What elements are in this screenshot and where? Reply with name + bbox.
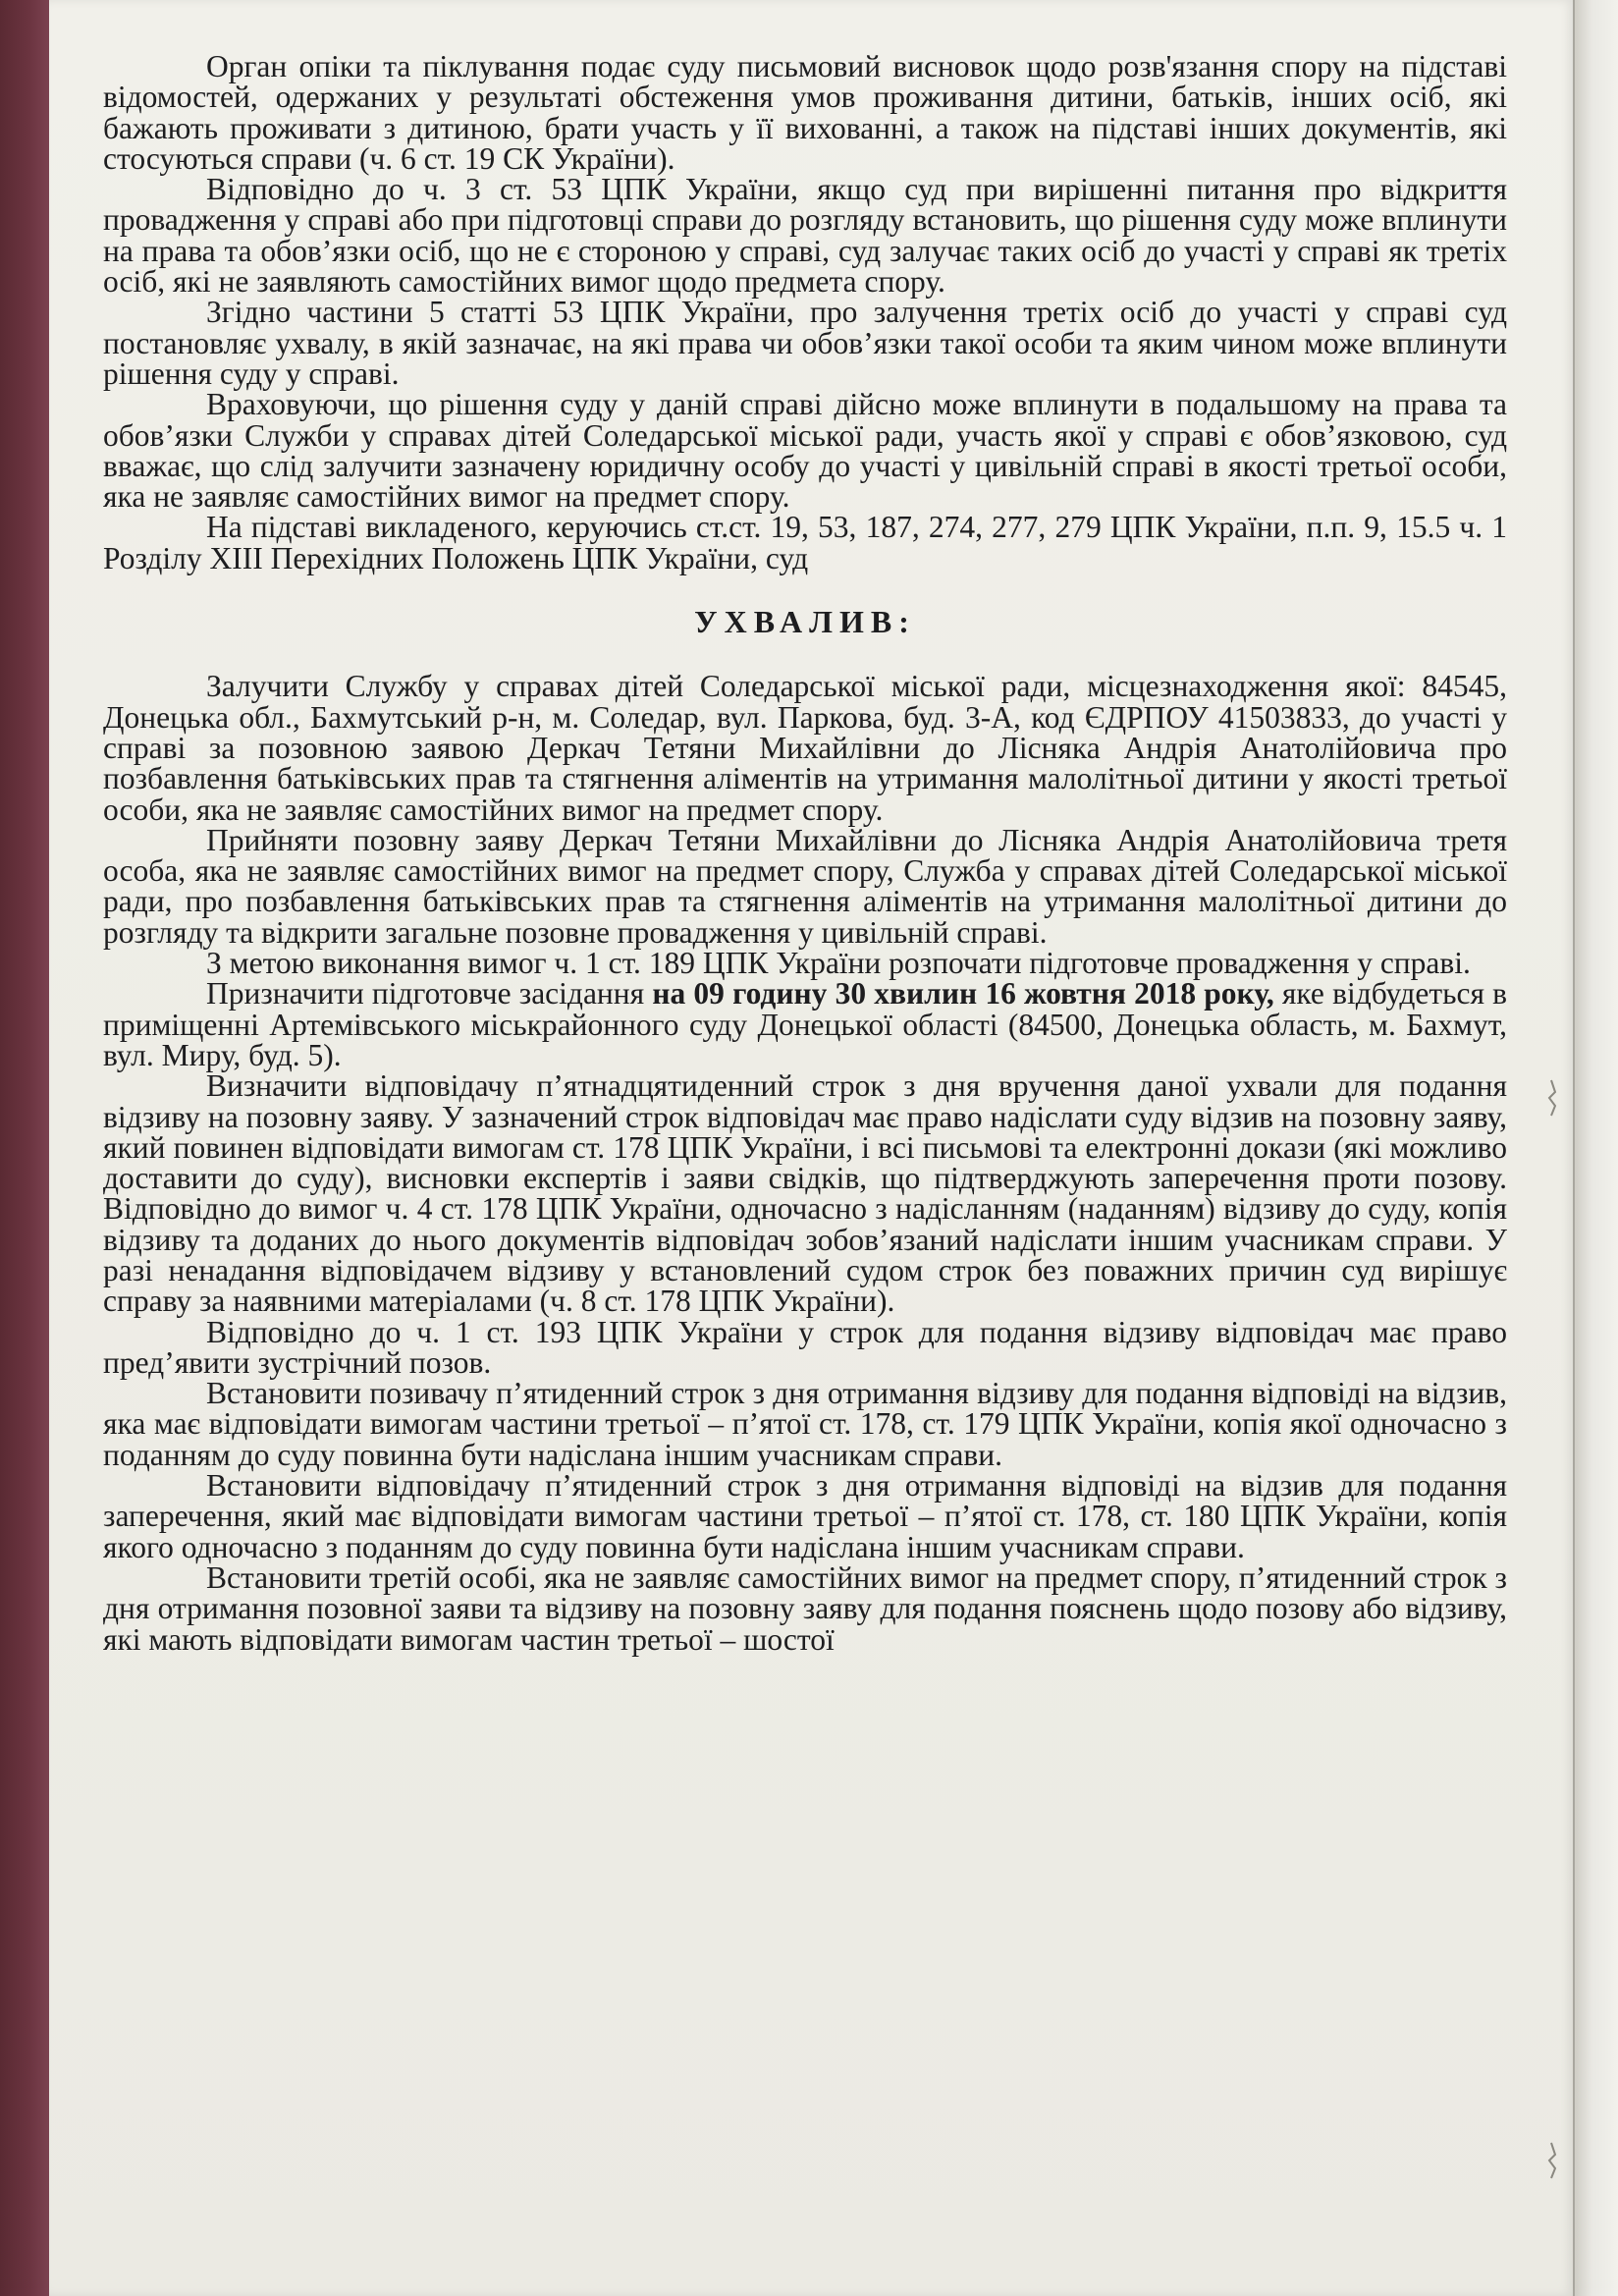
paragraph: На підставі викладеного, керуючись ст.ст. 19, 53, 187, 274, 277, 279 ЦПК України, п.п. 9, 15.5 ч. 1 Розділу ХІІІ Перехідних Положень ЦПК України, суд bbox=[103, 510, 1507, 575]
page-fold-mark bbox=[1543, 1078, 1559, 1118]
paragraph: Враховуючи, що рішення суду у даній справі дійсно може вплинути в подальшому на права та обов’язки Служби у справах дітей Соледарської міської ради, участь якої у справі є обов’язковою, суд вважає, що слід залучити зазначену юридичну особу до участі у цивільній справі в якості третьої особи, яка не заявляє самостійних вимог на предмет спору. bbox=[103, 387, 1507, 515]
paragraph: Встановити третій особі, яка не заявляє самостійних вимог на предмет спору, п’ятиденний строк з дня отримання позовної заяви та відзиву на позовну заяву для подання пояснень щодо позову або відзиву, які мають відповідати вимогам частин третьої – шостої bbox=[103, 1559, 1507, 1657]
resolution-heading: УХВАЛИВ: bbox=[694, 604, 916, 640]
hearing-text-before: Призначити підготовче засідання bbox=[206, 976, 653, 1011]
hearing-text-after: яке відбудеться в приміщенні Артемівського міськрайонного суду Донецької області (84500, Донецька область, м. Бахмут, вул. Миру, буд. 5). bbox=[103, 976, 1507, 1072]
paragraph: Встановити позивачу п’ятиденний строк з дня отримання відзиву для подання відповіді на відзив, яка має відповідати вимогам частини третьої – п’ятої ст. 178, ст. 179 ЦПК України, копія якої одночасно з поданням до суду повинна бути надіслана іншим учасникам справи. bbox=[103, 1376, 1507, 1472]
paragraph: Згідно частини 5 статті 53 ЦПК України, про залучення третіх осіб до участі у справі суд постановляє ухвалу, в якій зазначає, на які права чи обов’язки такої особи та яким чином може вплинути рішення суду у справі. bbox=[103, 295, 1507, 391]
paragraph: Прийняти позовну заяву Деркач Тетяни Михайлівни до Лісняка Андрія Анатолійовича третя особа, яка не заявляє самостійних вимог на предмет спору, Служба у справах дітей Соледарської міської ради, про позбавлення батьківських прав та стягнення аліментів на утримання малолітньої дитини до розгляду та відкрити загальне позовне провадження у цивільній справі. bbox=[103, 822, 1507, 950]
paragraph: Залучити Службу у справах дітей Соледарської міської ради, місцезнаходження якої: 84545, Донецька обл., Бахмутський р-н, м. Соледар, вул. Паркова, буд. 3-А, код ЄДРПОУ 41503833, до участі у справі за позовною заявою Деркач Тетяни Михайлівни до Лісняка Андрія Анатолійовича про позбавлення батьківських прав та стягнення аліментів на утримання малолітньої дитини у якості третьої особи, яка не заявляє самостійних вимог на предмет спору. bbox=[103, 669, 1507, 827]
scan-right-edge bbox=[1573, 0, 1618, 2296]
paragraph: Встановити відповідачу п’ятиденний строк з дня отримання відповіді на відзив для подання заперечення, який має відповідати вимогам частини третьої – п’ятої ст. 178, ст. 180 ЦПК України, копія якого одночасно з поданням до суду повинна бути надіслана іншим учасникам справи. bbox=[103, 1468, 1507, 1564]
paragraph: Орган опіки та піклування подає суду письмовий висновок щодо розв'язання спору на підставі відомостей, одержаних у результаті обстеження умов проживання дитини, батьків, інших осіб, які бажають проживати з дитиною, брати участь у її вихованні, а також на підставі інших документів, які стосуються справи (ч. 6 ст. 19 СК України). bbox=[103, 49, 1507, 176]
hearing-paragraph bbox=[103, 978, 1507, 1070]
document-body bbox=[103, 51, 1507, 1655]
scan-left-edge bbox=[0, 0, 49, 2296]
page-fold-mark bbox=[1543, 2141, 1559, 2180]
paragraph: З метою виконання вимог ч. 1 ст. 189 ЦПК України розпочати підготовче провадження у справі. bbox=[206, 946, 1471, 981]
paragraph: Визначити відповідачу п’ятнадцятиденний строк з дня вручення даної ухвали для подання відзиву на позовну заяву. У зазначений строк відповідач має право надіслати суду відзив на позовну заяву, який повинен відповідати вимогам ст. 178 ЦПК України, і всі письмові та електронні докази (які можливо доставити до суду), висновки експертів і заяви свідків, що підтверджують заперечення проти позову. Відповідно до вимог ч. 4 ст. 178 ЦПК України, одночасно з надісланням (наданням) відзиву до суду, копія відзиву та доданих до нього документів відповідач зобов’язаний надіслати іншим учасникам справи. У разі ненадання відповідачем відзиву у встановлений судом строк без поважних причин суд вирішує справу за наявними матеріалами (ч. 8 ст. 178 ЦПК України). bbox=[103, 1068, 1507, 1319]
paragraph: Відповідно до ч. 3 ст. 53 ЦПК України, якщо суд при вирішенні питання про відкриття провадження у справі або при підготовці справи до розгляду встановить, що рішення суду може вплинути на права та обов’язки осіб, що не є стороною у справі, суд залучає таких осіб до участі у справі як третіх осіб, які не заявляють самостійних вимог щодо предмета спору. bbox=[103, 172, 1507, 300]
paragraph: Відповідно до ч. 1 ст. 193 ЦПК України у строк для подання відзиву відповідач має право пред’явити зустрічний позов. bbox=[103, 1314, 1507, 1380]
hearing-date-time: на 09 годину 30 хвилин 16 жовтня 2018 року, bbox=[652, 976, 1274, 1011]
resolution-section bbox=[103, 671, 1507, 1655]
